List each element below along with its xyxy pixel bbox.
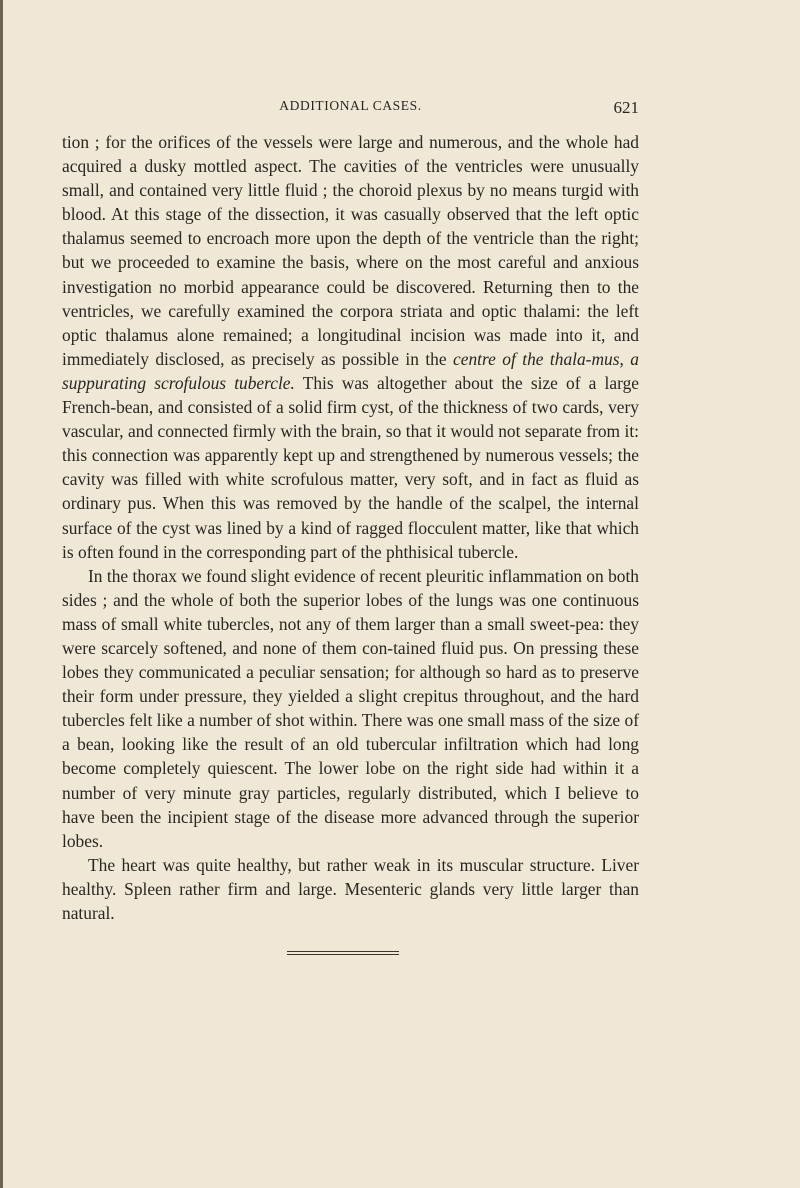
paragraph-1-text-a: tion ; for the orifices of the vessels were large and numerous, and the whole had acquired a dusky mottled aspect. The cavities of the ventricles were unusually small, and contained very little fluid ; the choroid plexus by no means turgid with blood. At this stage of the dissection, it was casually observed that the left optic thalamus seemed to encroach more upon the depth of the ventricle than the right; but we proceeded to examine the basis, where on the most careful and anxious investigation no morbid appearance could be discovered. Returning then to the ventricles, we carefully examined the corpora striata and optic thalami: the left optic thalamus alone remained; a longitudinal incision was made into it, and immediately disclosed, as precisely as possible in the — [62, 132, 639, 369]
paragraph-1 — [62, 130, 639, 564]
end-rule-line-bottom — [287, 954, 399, 955]
paragraph-2: In the thorax we found slight evidence of recent pleuritic inflammation on both sides ; and the whole of both the superior lobes of the lungs was one continuous mass of small white tubercles, not any of them larger than a small sweet-pea: they were scarcely softened, and none of them con-tained fluid pus. On pressing these lobes they communicated a peculiar sensation; for although so hard as to preserve their form under pressure, they yielded a slight crepitus throughout, and the hard tubercles felt like a number of shot within. There was one small mass of the size of a bean, looking like the result of an old tubercular infiltration which had long become completely quiescent. The lower lobe on the right side had within it a number of very minute gray particles, regularly distributed, which I believe to have been the incipient stage of the disease more advanced through the superior lobes. — [62, 565, 639, 851]
paragraph-1-italic-centre: centre of the thala-mus — [453, 348, 620, 369]
paragraph-1-text-b: , — [619, 348, 631, 369]
page-edge — [0, 0, 3, 1188]
paragraph-1-text-c: This was altogether about the size of a large French-bean, and consisted of a solid firm cyst, of the thickness of two cards, very vascular, and connected firmly with the brain, so that it would not separate from it: this connection was apparently kept up and strengthened by numerous vessels; the cavity was filled with white scrofulous matter, very soft, and in fact as fluid as ordinary pus. When this was removed by the handle of the scalpel, the internal surface of the cyst was lined by a kind of ragged flocculent matter, like that which is often found in the corresponding part of the phthisical tubercle. — [62, 372, 639, 562]
paragraph-1-italic-tubercle: a suppurating scrofulous tubercle. — [62, 348, 639, 393]
running-head: ADDITIONAL CASES. — [279, 98, 422, 113]
paragraph-3: The heart was quite healthy, but rather weak in its muscular structure. Liver healthy. Spleen rather firm and large. Mesenteric glands very little larger than natural. — [62, 854, 639, 923]
end-rule-line-top — [287, 951, 399, 952]
page-header — [62, 98, 639, 122]
page-number: 621 — [613, 98, 639, 117]
body-text — [62, 130, 639, 925]
end-rule — [287, 951, 399, 955]
